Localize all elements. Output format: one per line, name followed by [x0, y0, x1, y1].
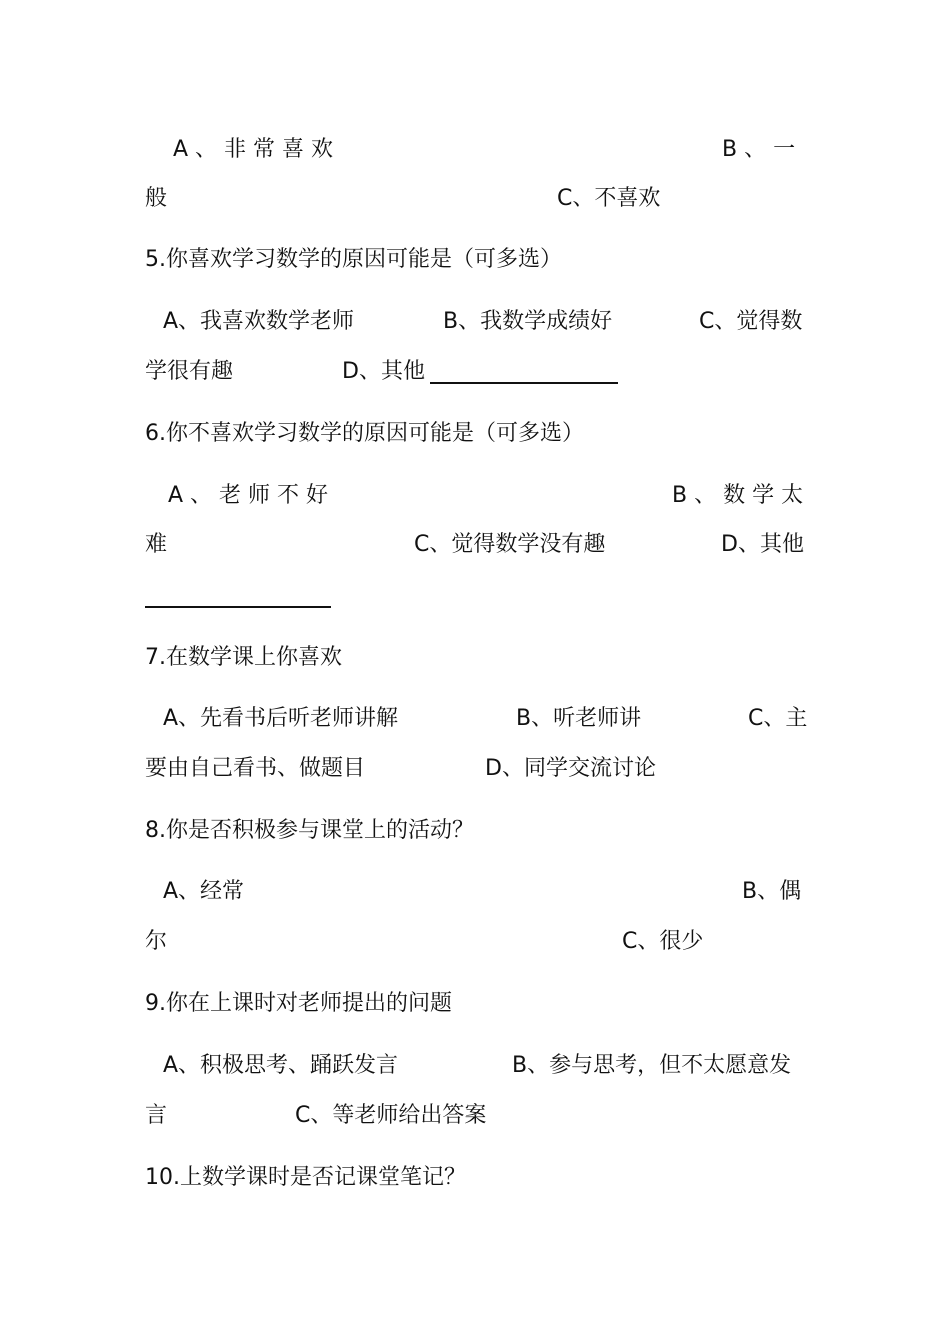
q6-option-a: A 、 老 师 不 好 — [168, 483, 329, 508]
q8-option-c: C、很少 — [622, 929, 704, 954]
q7-option-b: B、听老师讲 — [516, 706, 642, 731]
q6-other-blank[interactable] — [145, 606, 331, 608]
q5-option-a: A、我喜欢数学老师 — [163, 309, 355, 334]
q9-question: 9.你在上课时对老师提出的问题 — [145, 991, 452, 1016]
q5-option-b: B、我数学成绩好 — [443, 309, 613, 334]
q5-option-d: D、其他 — [342, 359, 425, 384]
q7-option-d: D、同学交流讨论 — [485, 756, 656, 781]
q7-question: 7.在数学课上你喜欢 — [145, 645, 342, 670]
q8-question: 8.你是否积极参与课堂上的活动？ — [145, 818, 474, 843]
q5-other-blank[interactable] — [430, 382, 618, 384]
q5-option-c: C、觉得数 — [699, 309, 803, 334]
q5-option-c-continued: 学很有趣 — [145, 359, 234, 384]
q8-option-b-continued: 尔 — [145, 929, 168, 954]
q9-option-a: A、积极思考、踊跃发言 — [163, 1053, 399, 1078]
q4-option-b-continued: 般 — [145, 186, 168, 211]
q9-option-b: B、参与思考，但不太愿意发 — [512, 1053, 792, 1078]
q8-option-b: B、偶 — [742, 879, 802, 904]
q5-question: 5.你喜欢学习数学的原因可能是（可多选） — [145, 247, 562, 272]
q10-question: 10.上数学课时是否记课堂笔记？ — [145, 1165, 466, 1190]
q7-option-c: C、主 — [748, 706, 808, 731]
q6-option-c: C、觉得数学没有趣 — [414, 532, 606, 557]
q7-option-c-continued: 要由自己看书、做题目 — [145, 756, 366, 781]
q4-option-c: C、不喜欢 — [557, 186, 661, 211]
q6-option-b: B 、 数 学 太 — [672, 483, 804, 508]
q7-option-a: A、先看书后听老师讲解 — [163, 706, 399, 731]
q6-question: 6.你不喜欢学习数学的原因可能是（可多选） — [145, 421, 584, 446]
q4-option-a: A 、 非 常 喜 欢 — [173, 137, 334, 162]
q9-option-c: C、等老师给出答案 — [295, 1103, 487, 1128]
q4-option-b: B 、 一 — [722, 137, 796, 162]
q9-option-b-continued: 言 — [145, 1103, 168, 1128]
q8-option-a: A、经常 — [163, 879, 245, 904]
q6-option-d: D、其他 — [721, 532, 804, 557]
q6-option-b-continued: 难 — [145, 532, 168, 557]
